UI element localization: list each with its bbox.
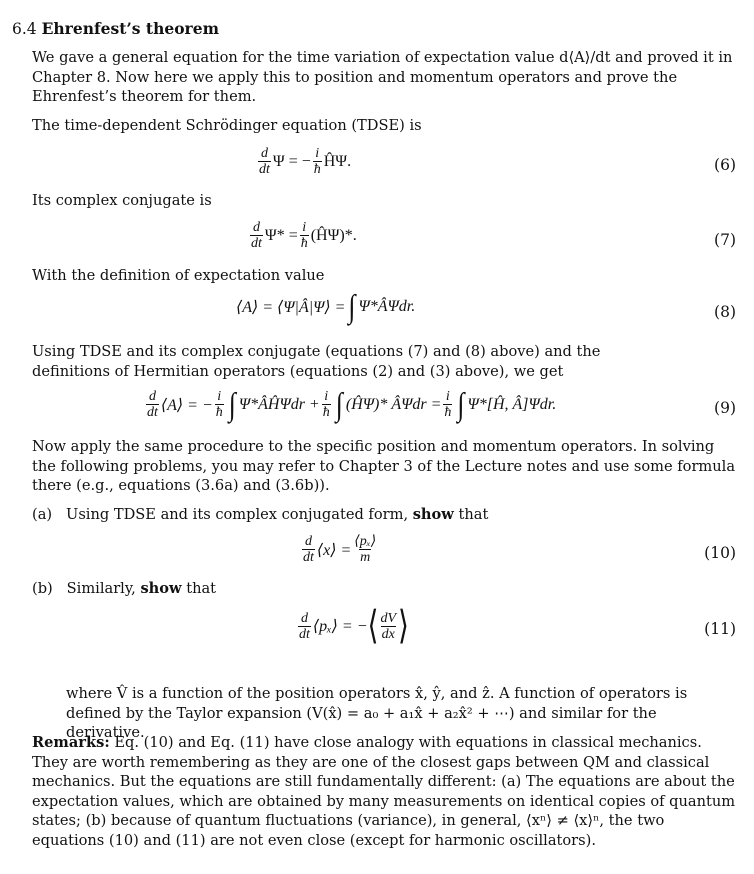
expect-intro: With the definition of expectation value — [32, 267, 325, 284]
eq9-i-hbar-3: $\frac{i}{ħ}$ — [444, 389, 452, 420]
equation-6 — [256, 146, 351, 177]
eq10-ddt: $\frac{d}{dt}$ — [303, 534, 314, 565]
eq9-i-hbar-1: $\frac{i}{ħ}$ — [215, 389, 223, 420]
equation-11 — [296, 605, 409, 649]
remarks-text: Eq. (10) and Eq. (11) have close analogy with equations in classical mechanics. They are worth remembering as they are one of the closest gaps between QM and classical mechanics. But the equations are still fundamentally different: (a) The equations are about the expectation values, which are obtained by many measurements on identical copies of quantum states; (b) because of quantum fluctuations (variance), in general, ⟨xⁿ⟩ ≠ ⟨x⟩ⁿ, the two equations (10) and (11) are not even close (except for harmonic oscillators). — [32, 734, 736, 849]
part-a-label: (a) — [32, 506, 53, 523]
eq7-ddt: $\frac{d}{dt}$ — [251, 220, 262, 251]
eq6-rhs: ĤΨ. — [323, 152, 352, 170]
part-a — [32, 505, 488, 525]
eq7-lhs: Ψ* = — [264, 226, 298, 244]
eq9-part3: (ĤΨ)* ÂΨdr = — [345, 395, 442, 413]
eq11-right-angle: ⟩ — [398, 605, 409, 649]
part-b-pre: Similarly, — [66, 580, 141, 597]
eq8-rhs: Ψ*ÂΨdr. — [358, 298, 416, 315]
eq9-i-hbar-2: $\frac{i}{ħ}$ — [322, 389, 330, 420]
eq9-ddt: $\frac{d}{dt}$ — [147, 389, 158, 420]
section-heading — [12, 19, 219, 40]
conj-intro: Its complex conjugate is — [32, 192, 212, 209]
eq9-part2: Ψ*ÂĤΨdr + — [238, 395, 320, 413]
eq8-lhs: ⟨A⟩ = ⟨Ψ|Â|Ψ⟩ = — [236, 299, 346, 316]
equation-7 — [248, 220, 357, 251]
part-b — [32, 579, 216, 599]
tdse-intro: The time-dependent Schrödinger equation (TDSE) is — [32, 117, 422, 134]
intro-paragraph: We gave a general equation for the time variation of expectation value d⟨A⟩/dt and proved it in Chapter 8. Now here we apply this to position and momentum operators and prove the Ehrenfest’s theorem for them. — [32, 49, 733, 105]
eq10-number: (10) — [704, 544, 736, 562]
eq9-part4: Ψ*[Ĥ, Â]Ψdr. — [467, 395, 557, 413]
eq9-part1: ⟨A⟩ = − — [160, 396, 213, 414]
equation-10 — [300, 534, 379, 565]
equation-9 — [144, 385, 557, 422]
part-b-label: (b) — [32, 580, 53, 597]
eq6-i-hbar: $\frac{i}{ħ}$ — [313, 146, 321, 177]
part-b-bold: show — [140, 580, 182, 597]
section-number: 6.4 — [12, 20, 37, 38]
eq11-frac: $\frac{dV}{dx}$ — [380, 610, 397, 642]
section-title: Ehrenfest’s theorem — [41, 19, 219, 38]
eq11-number: (11) — [704, 620, 736, 638]
using-paragraph: Using TDSE and its complex conjugate (equations (7) and (8) above) and the definitions of Hermitian operators (equations (2) and (3) above), we get — [32, 343, 601, 380]
eq11-lhs: ⟨pₓ⟩ = − — [312, 618, 368, 635]
part-b-post: that — [181, 580, 217, 597]
eq7-number: (7) — [714, 231, 736, 249]
eq8-number: (8) — [714, 303, 736, 321]
part-a-pre: Using TDSE and its complex conjugated form, — [66, 506, 413, 523]
eq11-left-angle: ⟨ — [367, 605, 379, 649]
eq10-frac: $\frac{\text{⟨pₓ⟩}}{m}$ — [354, 534, 377, 565]
where-paragraph: where V̂ is a function of the position operators x̂, ŷ, and ẑ. A function of operators is defined by the Taylor expansion (V(x̂) = a₀ + a₁x̂ + a₂x̂² + ⋯) and similar for the derivative. — [66, 685, 688, 741]
part-a-post: that — [453, 506, 489, 523]
eq9-integral-2: ∫ — [335, 385, 343, 422]
eq10-lhs: ⟨x⟩ = — [316, 541, 352, 559]
remarks-paragraph — [32, 733, 738, 850]
eq9-number: (9) — [714, 399, 736, 417]
equation-8 — [236, 288, 416, 325]
eq6-number: (6) — [714, 156, 736, 174]
eq9-integral-3: ∫ — [457, 385, 465, 422]
eq9-integral-1: ∫ — [228, 385, 236, 422]
eq7-rhs: (ĤΨ)*. — [310, 226, 357, 244]
eq6-ddt: $\frac{d}{dt}$ — [259, 146, 270, 177]
eq8-integral: ∫ — [348, 288, 356, 325]
eq7-i-hbar: $\frac{i}{ħ}$ — [300, 220, 308, 251]
part-a-bold: show — [412, 506, 454, 523]
remarks-label: Remarks: — [32, 734, 110, 751]
eq11-ddt: $\frac{d}{dt}$ — [299, 610, 310, 642]
apply-paragraph: Now apply the same procedure to the specific position and momentum operators. In solving the following problems, you may refer to Chapter 3 of the Lecture notes and use some formula there (e.g., equations (3.6a) and (3.6b)). — [32, 438, 736, 494]
eq6-lhs: Ψ = − — [272, 152, 311, 170]
